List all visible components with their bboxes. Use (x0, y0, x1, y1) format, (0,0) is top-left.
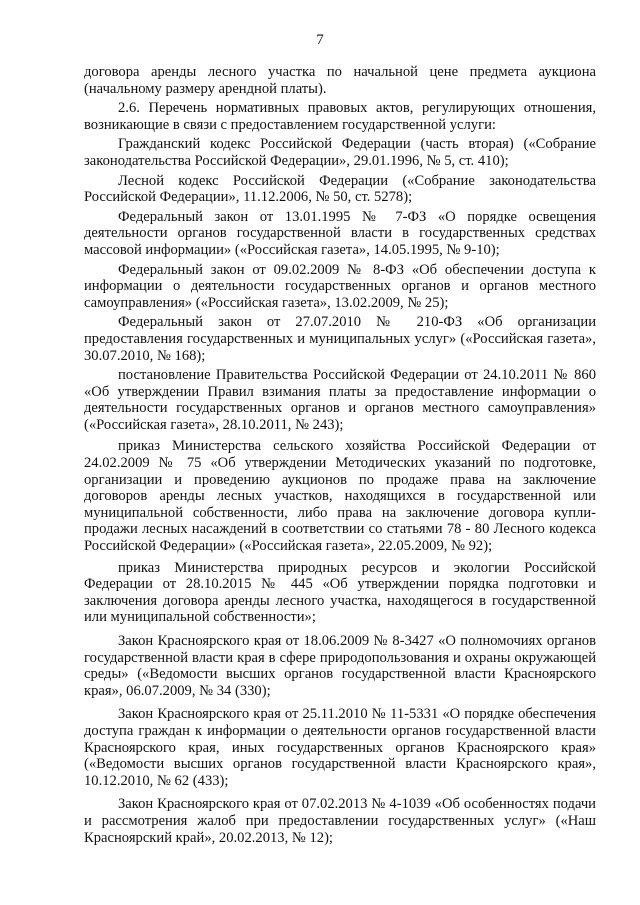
paragraph-krasnoyarsk-law-8-3427: Закон Красноярского края от 18.06.2009 № 8-3427 «О полномочиях органов государственной власти края в сфере природопользования и охраны окружающей среды» («Ведомости высших органов государственной власти Красноярского края», 06.07.2009, № 34 (330); (84, 633, 596, 699)
paragraph-continuation: договора аренды лесного участка по начальной цене предмета аукциона (начальному размеру арендной платы). (84, 64, 596, 97)
paragraph-order-agriculture-75: приказ Министерства сельского хозяйства Российской Федерации от 24.02.2009 № 75 «Об утверждении Методических указаний по подготовке, организации и проведению аукционов по продаже права на заключение договоров аренды лесных участков, находящихся в государственной или муниципальной собственности, либо права на заключение договора купли-продажи лесных насаждений в соответствии со статьями 78 - 80 Лесного кодекса Российской Федерации» («Российская газета», 22.05.2009, № 92); (84, 438, 596, 555)
paragraph-government-resolution-860: постановление Правительства Российской Федерации от 24.10.2011 № 860 «Об утверждении Правил взимания платы за предоставление информации о деятельности государственных органов и органов местного самоуправления» («Российская газета», 28.10.2011, № 243); (84, 367, 596, 433)
page-number: 7 (316, 32, 324, 48)
paragraph-section-2-6: 2.6. Перечень нормативных правовых актов, регулирующих отношения, возникающие в связи с предоставлением государственной услуги: (84, 100, 596, 133)
paragraph-forest-code: Лесной кодекс Российской Федерации («Собрание законодательства Российской Федерации», 11.12.2006, № 50, ст. 5278); (84, 172, 596, 206)
paragraph-krasnoyarsk-law-4-1039: Закон Красноярского края от 07.02.2013 № 4-1039 «Об особенностях подачи и рассмотрения жалоб при предоставлении государственных услуг» («Наш Красноярский край», 20.02.2013, № 12); (84, 796, 596, 846)
paragraph-civil-code: Гражданский кодекс Российской Федерации (часть вторая) («Собрание законодательства Российской Федерации», 29.01.1996, № 5, ст. 410); (84, 136, 596, 169)
document-body (84, 64, 596, 846)
paragraph-federal-law-210fz: Федеральный закон от 27.07.2010 № 210-ФЗ «Об организации предоставления государственных и муниципальных услуг» («Российская газета», 30.07.2010, № 168); (84, 314, 596, 364)
paragraph-krasnoyarsk-law-11-5331: Закон Красноярского края от 25.11.2010 № 11-5331 «О порядке обеспечения доступа граждан к информации о деятельности органов государственной власти Красноярского края, иных государственных органов Красноярского края» («Ведомости высших органов государственной власти Красноярского края», 10.12.2010, № 62 (433); (84, 706, 596, 789)
paragraph-federal-law-7fz: Федеральный закон от 13.01.1995 № 7-ФЗ «О порядке освещения деятельности органов государственной власти в государственных средствах массовой информации» («Российская газета», 14.05.1995, № 9-10); (84, 208, 596, 258)
paragraph-order-natural-resources-445: приказ Министерства природных ресурсов и экологии Российской Федерации от 28.10.2015 № 445 «Об утверждении порядка подготовки и заключения договора аренды лесного участка, находящегося в государственной или муниципальной собственности»; (84, 559, 596, 626)
paragraph-federal-law-8fz: Федеральный закон от 09.02.2009 № 8-ФЗ «Об обеспечении доступа к информации о деятельности государственных органов и органов местного самоуправления» («Российская газета», 13.02.2009, № 25); (84, 261, 596, 311)
